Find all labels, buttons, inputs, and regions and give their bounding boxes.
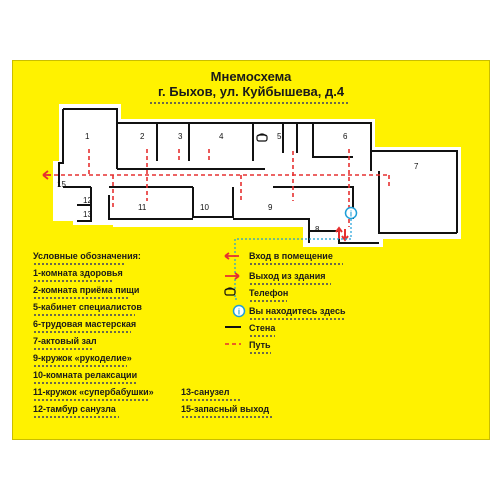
braille-line xyxy=(249,351,271,355)
legend-phone-icon xyxy=(225,288,235,295)
room-number: 12 xyxy=(83,196,92,205)
legend-item: 5-кабинет специалистов xyxy=(33,302,142,312)
emergency-exit-arrow xyxy=(43,171,51,179)
braille-line xyxy=(33,279,113,283)
room-number: 15 xyxy=(57,180,66,189)
svg-text:i: i xyxy=(349,209,353,219)
legend-exit-icon xyxy=(225,273,239,279)
braille-line xyxy=(33,347,93,351)
braille-line xyxy=(33,313,135,317)
legend-item: 10-комната релаксации xyxy=(33,370,138,380)
braille-line xyxy=(33,398,149,402)
legend-item: 11-кружок «супербабушки» xyxy=(33,387,154,397)
room-number: 7 xyxy=(414,162,419,171)
plan-address: г. Быхов, ул. Куйбышева, д.4 xyxy=(157,84,345,99)
braille-line xyxy=(249,262,343,266)
room-number: 11 xyxy=(138,203,147,212)
legend-entrance-label: Вход в помещение xyxy=(249,251,333,261)
legend-heading: Условные обозначения: xyxy=(33,251,141,261)
braille-line xyxy=(249,317,345,321)
legend-item: 7-актовый зал xyxy=(33,336,97,346)
braille-line xyxy=(33,330,131,334)
legend-item: 6-трудовая мастерская xyxy=(33,319,137,329)
braille-line xyxy=(249,334,275,338)
room-number: 5 xyxy=(277,132,282,141)
legend-you-are-here-label: Вы находитесь здесь xyxy=(249,306,346,316)
braille-line xyxy=(33,262,125,266)
legend-wall-label: Стена xyxy=(249,323,276,333)
legend-item: 12-тамбур санузла xyxy=(33,404,116,414)
room-number: 10 xyxy=(200,203,209,212)
legend-item: 1-комната здоровья xyxy=(33,268,123,278)
braille-line xyxy=(249,282,331,286)
svg-text:i: i xyxy=(237,307,241,317)
room-number: 4 xyxy=(219,132,224,141)
room-number: 9 xyxy=(268,203,273,212)
legend-item: 15-запасный выход xyxy=(181,404,270,414)
room-number: 8 xyxy=(315,225,320,234)
legend-exit-label: Выход из здания xyxy=(249,271,326,281)
legend-phone-label: Телефон xyxy=(249,288,289,298)
room-number: 2 xyxy=(140,132,145,141)
braille-line xyxy=(33,296,129,300)
legend-path-label: Путь xyxy=(249,340,271,350)
braille-line xyxy=(249,299,287,303)
legend-item: 9-кружок «рукоделие» xyxy=(33,353,132,363)
braille-line xyxy=(181,398,241,402)
legend-entrance-icon xyxy=(225,253,239,259)
braille-line xyxy=(33,415,119,419)
room-number: 3 xyxy=(178,132,183,141)
room-number: 1 xyxy=(85,132,90,141)
braille-line xyxy=(33,381,137,385)
legend-item: 13-санузел xyxy=(181,387,230,397)
legend-item: 2-комната приёма пищи xyxy=(33,285,140,295)
braille-line xyxy=(181,415,273,419)
plan-title: Мнемосхема xyxy=(210,69,292,84)
room-number: 13 xyxy=(83,210,92,219)
room-number: 6 xyxy=(343,132,348,141)
tactile-plan-board xyxy=(12,60,490,440)
braille-line xyxy=(33,364,127,368)
